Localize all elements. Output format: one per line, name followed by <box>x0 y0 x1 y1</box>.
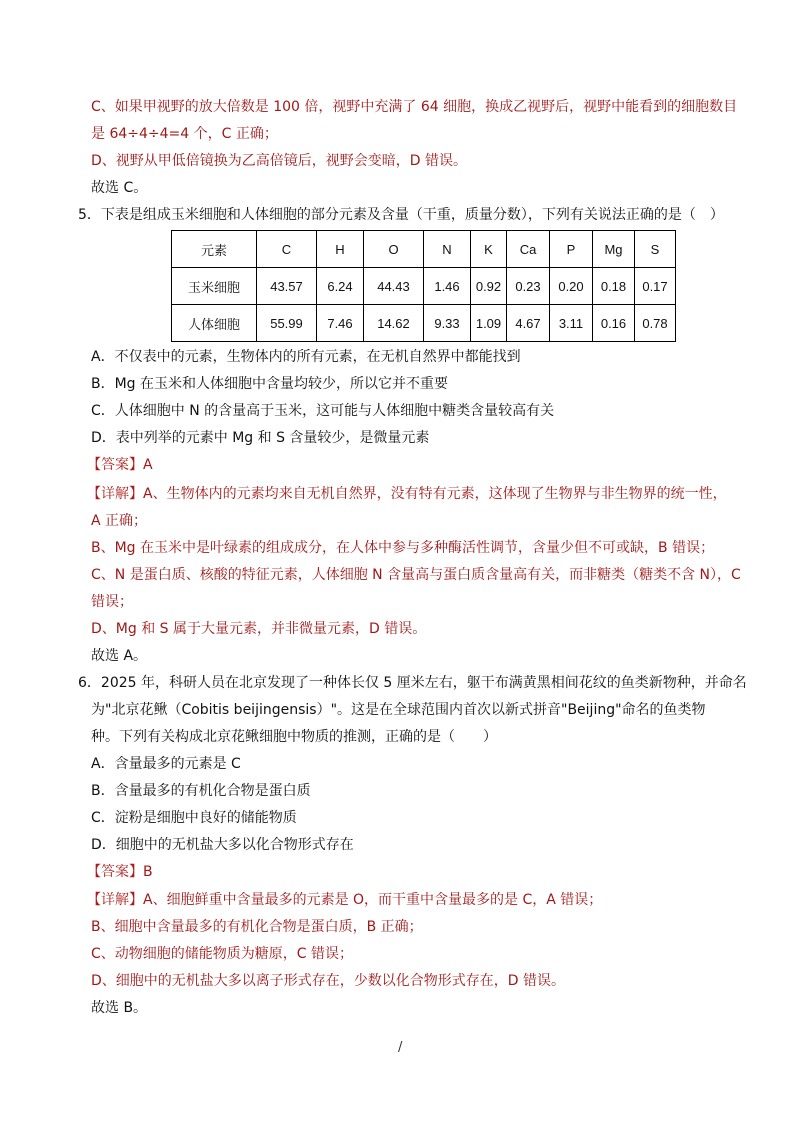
table-cell: 玉米细胞 <box>172 268 257 305</box>
table-header-row <box>172 231 676 268</box>
table-cell: 7.46 <box>317 305 364 342</box>
answer-value: A <box>143 457 153 473</box>
detail-line <box>87 484 727 504</box>
table-row <box>172 268 676 305</box>
detail-tag: 【详解】 <box>87 892 143 908</box>
option-a: A．含量最多的元素是 C <box>91 756 241 772</box>
answer-line <box>87 862 153 882</box>
table-cell: H <box>317 231 364 268</box>
conclusion-line: 故选 A。 <box>91 648 148 664</box>
detail-line: 错误； <box>91 594 133 610</box>
option-b: B．含量最多的有机化合物是蛋白质 <box>91 783 311 799</box>
table-cell: 0.16 <box>593 305 635 342</box>
option-c: C．淀粉是细胞中良好的储能物质 <box>91 810 297 826</box>
detail-line <box>87 890 602 910</box>
table-cell: 9.33 <box>424 305 471 342</box>
table-cell: 44.43 <box>364 268 424 305</box>
detail-line: B、细胞中含量最多的有机化合物是蛋白质，B 正确； <box>91 919 423 935</box>
conclusion-line: 故选 C。 <box>91 180 148 196</box>
detail-line: D、Mg 和 S 属于大量元素，并非微量元素，D 错误。 <box>91 621 427 637</box>
table-cell: 6.24 <box>317 268 364 305</box>
detail-line: A 正确； <box>91 513 148 529</box>
option-b: B．Mg 在玉米和人体细胞中含量均较少，所以它并不重要 <box>91 376 449 392</box>
explanation-line: D、视野从甲低倍镜换为乙高倍镜后，视野会变暗，D 错误。 <box>91 153 468 169</box>
detail-line: C、动物细胞的储能物质为糖原，C 错误； <box>91 946 353 962</box>
question-6-stem: 为"北京花鳅（Cobitis beijingensis）"。这是在全球范围内首次以新式拼音"Beijing"命名的鱼类物 <box>91 702 706 718</box>
table-cell: 14.62 <box>364 305 424 342</box>
table-cell: 0.78 <box>635 305 676 342</box>
option-d: D．细胞中的无机盐大多以化合物形式存在 <box>91 837 354 853</box>
table-cell: C <box>257 231 317 268</box>
question-5-stem: 5．下表是组成玉米细胞和人体细胞的部分元素及含量（干重，质量分数），下列有关说法正确的是（ ） <box>78 207 724 223</box>
explanation-line: 是 64÷4÷4=4 个，C 正确； <box>91 126 278 142</box>
table-cell: K <box>471 231 507 268</box>
table-row <box>172 305 676 342</box>
table-cell: 0.92 <box>471 268 507 305</box>
table-cell: 人体细胞 <box>172 305 257 342</box>
answer-tag: 【答案】 <box>87 864 143 880</box>
option-d: D．表中列举的元素中 Mg 和 S 含量较少，是微量元素 <box>91 430 430 446</box>
detail-tag: 【详解】 <box>87 486 143 502</box>
detail-text: A、生物体内的元素均来自无机自然界，没有特有元素，这体现了生物界与非生物界的统一性， <box>143 486 727 502</box>
option-c: C．人体细胞中 N 的含量高于玉米，这可能与人体细胞中糖类含量较高有关 <box>91 403 555 419</box>
question-6-stem: 种。下列有关构成北京花鳅细胞中物质的推测，正确的是（ ） <box>91 729 497 745</box>
table-cell: 3.11 <box>550 305 593 342</box>
detail-text: A、细胞鲜重中含量最多的元素是 O，而干重中含量最多的是 C，A 错误； <box>143 892 603 908</box>
table-cell: 0.17 <box>635 268 676 305</box>
table-cell: 0.23 <box>507 268 550 305</box>
table-cell: 55.99 <box>257 305 317 342</box>
table-cell: O <box>364 231 424 268</box>
table-cell: 元素 <box>172 231 257 268</box>
conclusion-line: 故选 B。 <box>91 1000 148 1016</box>
table-cell: 4.67 <box>507 305 550 342</box>
table-cell: 1.46 <box>424 268 471 305</box>
element-content-table <box>171 230 676 342</box>
table-cell: N <box>424 231 471 268</box>
detail-line: B、Mg 在玉米中是叶绿素的组成成分，在人体中参与多种酶活性调节，含量少但不可或缺，B 错误； <box>91 540 715 556</box>
answer-value: B <box>143 864 153 880</box>
table-cell: 43.57 <box>257 268 317 305</box>
question-6-stem: 6．2025 年，科研人员在北京发现了一种体长仅 5 厘米左右，躯干布满黄黑相间花纹的鱼类新物种，并命名 <box>78 675 747 691</box>
table-cell: P <box>550 231 593 268</box>
table-cell: 0.18 <box>593 268 635 305</box>
answer-line <box>87 455 153 475</box>
detail-line: C、N 是蛋白质、核酸的特征元素，人体细胞 N 含量高与蛋白质含量高有关，而非糖类（糖类不含 N），C <box>91 567 741 583</box>
table-cell: S <box>635 231 676 268</box>
table-cell: Ca <box>507 231 550 268</box>
explanation-line: C、如果甲视野的放大倍数是 100 倍，视野中充满了 64 细胞，换成乙视野后，视野中能看到的细胞数目 <box>91 99 738 115</box>
option-a: A．不仅表中的元素，生物体内的所有元素，在无机自然界中都能找到 <box>91 349 521 365</box>
table-cell: 1.09 <box>471 305 507 342</box>
page-number: / <box>398 1040 403 1055</box>
table-cell: Mg <box>593 231 635 268</box>
answer-tag: 【答案】 <box>87 457 143 473</box>
table-cell: 0.20 <box>550 268 593 305</box>
detail-line: D、细胞中的无机盐大多以离子形式存在，少数以化合物形式存在，D 错误。 <box>91 973 566 989</box>
